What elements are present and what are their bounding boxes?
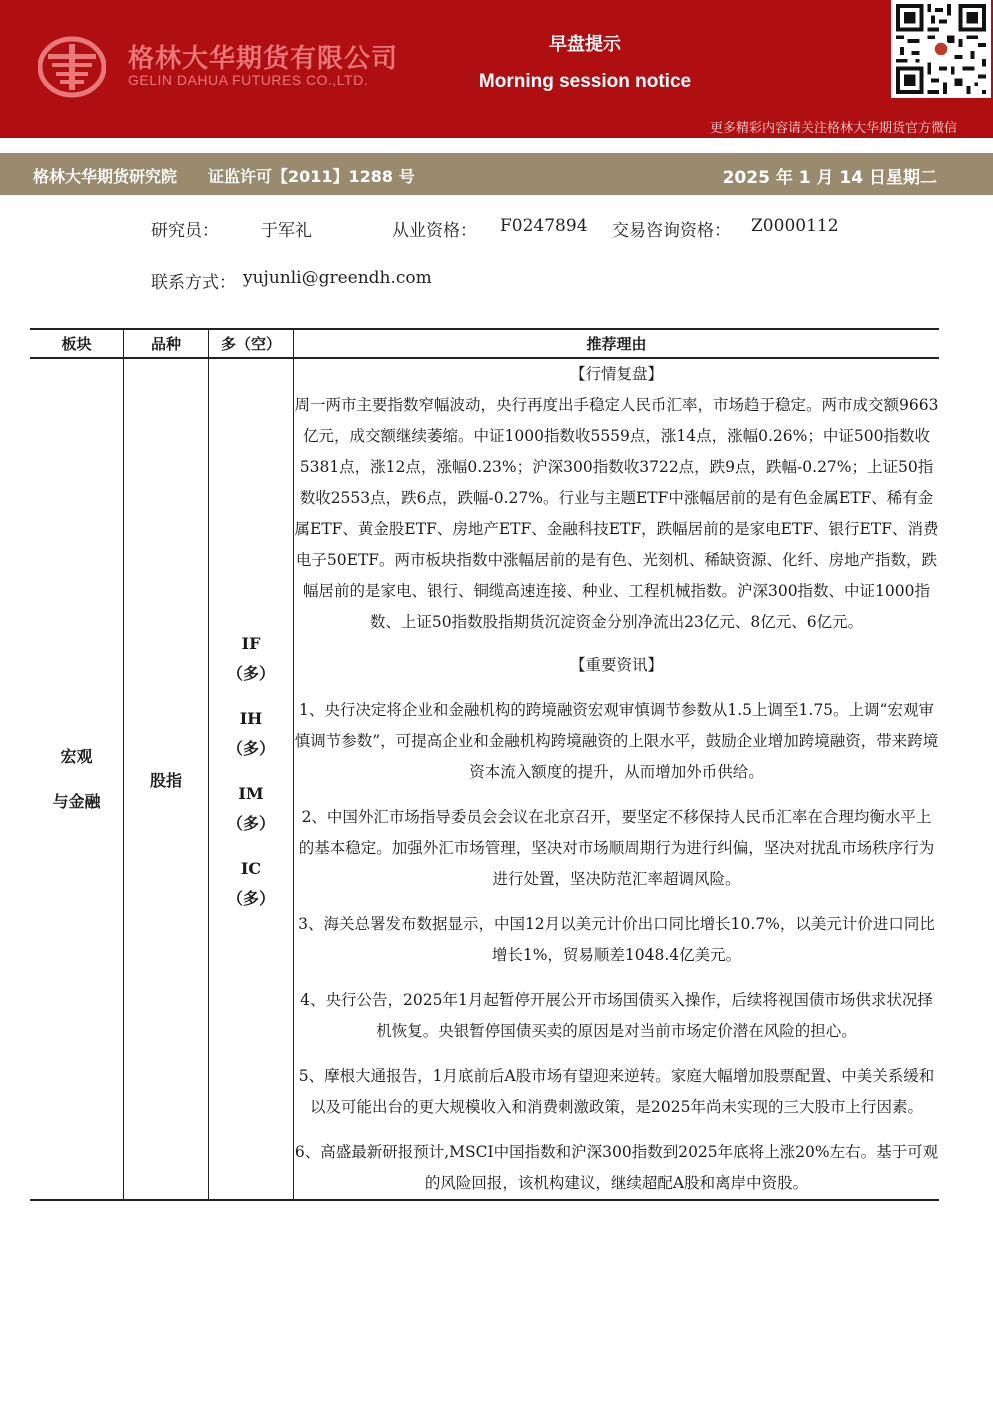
position-ih: [209, 704, 293, 764]
position-if: [209, 629, 293, 689]
position-code: IC: [240, 859, 262, 878]
header-position: 多（空）: [209, 329, 294, 358]
review-title: 【行情复盘】: [569, 365, 663, 383]
report-date: 2025 年 1 月 14 日星期二: [722, 168, 937, 188]
news-item-1: 1、央行决定将企业和金融机构的跨境融资宏观审慎调节参数从1.5上调至1.75。上调“宏观审慎调节参数”，可提高企业和金融机构跨境融资的上限水平，鼓励企业增加跨境融资，带来跨境资本流入额度的提升，从而增加外币供给。: [294, 701, 939, 781]
sector-cell: [30, 358, 124, 1200]
company-name-en: GELIN DAHUA FUTURES CO.,LTD.: [128, 72, 369, 88]
institute-name: 格林大华期货研究院: [33, 167, 178, 186]
header-reason: 推荐理由: [294, 329, 940, 358]
news-item-5: 5、摩根大通报告，1月底前后A股市场有望迎来逆转。家庭大幅增加股票配置、中美关系缓和以及可能出台的更大规模收入和消费刺激政策，是2025年尚未实现的三大股市上行因素。: [298, 1067, 935, 1116]
product-name: 股指: [149, 770, 182, 790]
researcher-label: 研究员：: [151, 221, 219, 241]
product-cell: [124, 358, 209, 1200]
position-cell: [209, 358, 294, 1200]
contact-email[interactable]: yujunli@greendh.com: [243, 268, 432, 288]
header-sector: 板块: [30, 329, 124, 358]
review-text: 周一两市主要指数窄幅波动，央行再度出手稳定人民币汇率，市场趋于稳定。两市成交额9663亿元，成交额继续萎缩。中证1000指数收5559点，涨14点，涨幅0.26%；中证500指数收5381点，涨12点，涨幅0.23%；沪深300指数收3722点，跌9点，跌幅-0.27%；上证50指数收2553点，跌6点，跌幅-0.27%。行业与主题ETF中涨幅居前的是有色金属ETF、稀有金属ETF、黄金股ETF、房地产ETF、金融科技ETF，跌幅居前的是家电ETF、银行ETF、消费电子50ETF。两市板块指数中涨幅居前的是有色、光刻机、稀缺资源、化纤、房地产指数，跌幅居前的是家电、银行、铜缆高速连接、种业、工程机械指数。沪深300指数、中证1000指数、上证50指数股指期货沉淀资金分别净流出23亿元、8亿元、6亿元。: [294, 396, 939, 631]
position-direction: （多）: [226, 739, 275, 758]
consult-value: Z0000112: [751, 216, 839, 236]
qr-code-icon: [891, 0, 991, 98]
report-title-cn: 早盘提示: [549, 34, 621, 55]
follow-wechat-text: 更多精彩内容请关注格林大华期货官方微信: [709, 121, 957, 136]
researcher-name: 于军礼: [261, 221, 312, 241]
qualification-value: F0247894: [500, 216, 588, 236]
news-item-6: 6、高盛最新研报预计,MSCI中国指数和沪深300指数到2025年底将上涨20%左右。基于可观的风险回报，该机构建议，继续超配A股和离岸中资股。: [294, 1143, 939, 1192]
position-code: IM: [238, 784, 264, 803]
position-ic: [209, 854, 293, 914]
news-item-4: 4、央行公告，2025年1月起暂停开展公开市场国债买入操作，后续将视国债市场供求状况择机恢复。央银暂停国债买卖的原因是对当前市场定价潜在风险的担心。: [300, 991, 933, 1040]
position-direction: （多）: [226, 664, 275, 683]
report-title-en: Morning session notice: [478, 71, 692, 92]
recommendation-table: [30, 328, 939, 1201]
company-logo-icon: [38, 36, 106, 98]
consult-label: 交易咨询资格：: [612, 221, 731, 241]
news-item-3: 3、海关总署发布数据显示，中国12月以美元计价出口同比增长10.7%，以美元计价进口同比增长1%，贸易顺差1048.4亿美元。: [298, 915, 935, 964]
qualification-label: 从业资格：: [392, 221, 477, 241]
position-code: IH: [239, 709, 263, 728]
sector-line-2: 与金融: [52, 792, 101, 811]
header-product: 品种: [124, 329, 209, 358]
news-item-2: 2、中国外汇市场指导委员会会议在北京召开，要坚定不移保持人民币汇率在合理均衡水平上的基本稳定。加强外汇市场管理，坚决对市场顺周期行为进行纠偏，坚决对扰乱市场秩序行为进行处置，坚决防范汇率超调风险。: [298, 808, 935, 888]
table-header-row: [30, 329, 939, 358]
position-direction: （多）: [226, 889, 275, 908]
sector-line-1: 宏观: [60, 747, 93, 766]
contact-label: 联系方式：: [151, 273, 236, 293]
position-im: [209, 779, 293, 839]
position-code: IF: [241, 634, 261, 653]
table-row: [30, 358, 939, 1200]
company-name-cn: 格林大华期货有限公司: [128, 44, 399, 74]
license-number: 证监许可【2011】1288 号: [208, 167, 415, 186]
news-title: 【重要资讯】: [569, 656, 663, 674]
position-direction: （多）: [226, 814, 275, 833]
reason-cell: [294, 358, 940, 1200]
